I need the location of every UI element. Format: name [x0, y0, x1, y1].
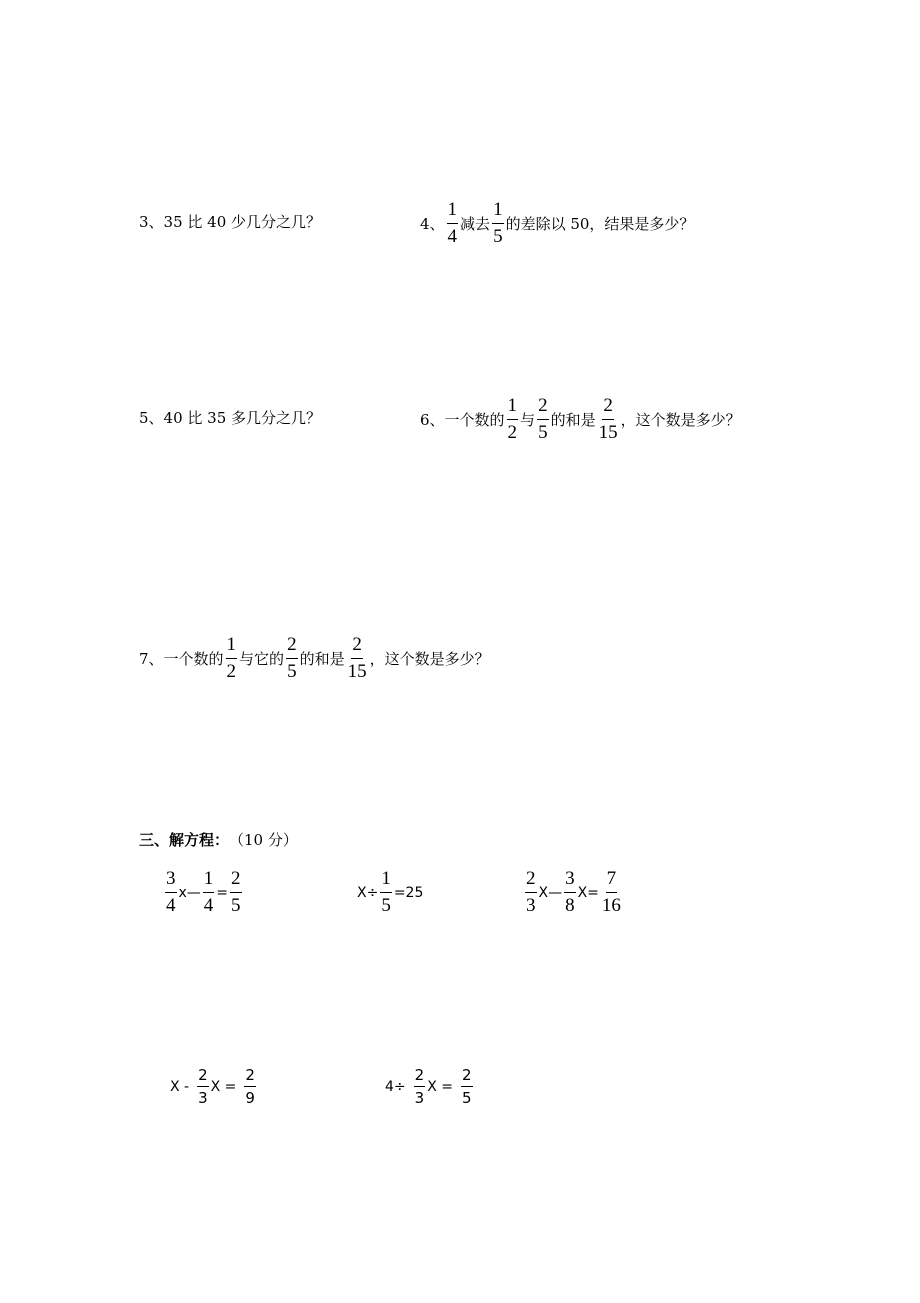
fraction: $\frac{2}{5}$: [231, 868, 241, 916]
equation-2: [357, 868, 423, 917]
fraction: $\frac{1}{4}$: [447, 199, 458, 247]
fraction: $\frac{1}{5}$: [493, 199, 503, 247]
equation-5: [385, 1066, 475, 1107]
equation-3: [523, 868, 624, 917]
problem-6-prefix: 6、一个数的: [420, 411, 505, 429]
problem-4-mid: 减去: [460, 215, 491, 233]
problem-6-mid2: 的和是: [550, 411, 596, 429]
equation-3-op2: X=: [577, 884, 599, 901]
problem-7-prefix: 7、一个数的: [139, 650, 224, 668]
fraction: $\frac{7}{16}$: [601, 868, 621, 916]
fraction: $\frac{1}{5}$: [381, 868, 391, 916]
fraction: $\frac{2}{5}$: [287, 634, 297, 682]
fraction: $\frac{3}{4}$: [166, 868, 176, 916]
problem-4-prefix: 4、: [420, 215, 445, 233]
problem-3-text: 3、35 比 40 少几分之几？: [139, 213, 322, 231]
equation-4: [170, 1066, 258, 1107]
equation-1: [163, 868, 244, 917]
equation-5-pre: 4÷: [385, 1078, 406, 1095]
problem-7-mid1: 与它的: [239, 650, 285, 668]
fraction: $\frac{3}{8}$: [565, 868, 575, 916]
equation-1-eq: =: [216, 884, 229, 901]
fraction: $\frac{1}{2}$: [226, 634, 237, 682]
problem-6-mid1: 与: [520, 411, 536, 429]
fraction: $\frac{2}{5}$: [538, 395, 548, 443]
fraction: $\frac{2}{15}$: [598, 395, 618, 443]
section-heading: [139, 829, 298, 850]
problem-5-text: 5、40 比 35 多几分之几？: [139, 409, 322, 427]
problem-6-suffix: ，这个数是多少？: [620, 411, 741, 429]
fraction: $\frac{2}{3}$: [526, 868, 536, 916]
equation-3-op1: X—: [538, 884, 563, 901]
fraction: $\frac{1}{2}$: [507, 395, 518, 443]
equation-4-pre: X -: [170, 1078, 190, 1095]
problem-5: [139, 407, 321, 428]
section-points: （10 分）: [229, 831, 298, 849]
problem-4-suffix: 的差除以 50，结果是多少？: [505, 215, 695, 233]
section-title: 三、解方程：: [139, 831, 230, 849]
equation-2-post: =25: [393, 884, 424, 901]
fraction: $\frac{2}{9}$: [245, 1066, 255, 1107]
fraction: $\frac{2}{15}$: [347, 634, 367, 682]
problem-6: [420, 395, 741, 444]
problem-7: [139, 634, 490, 683]
problem-7-suffix: ，这个数是多少？: [369, 650, 490, 668]
fraction: $\frac{2}{3}$: [414, 1066, 425, 1107]
problem-3: [139, 211, 321, 232]
equation-2-pre: X÷: [357, 884, 379, 901]
problem-4: [420, 199, 694, 248]
fraction: $\frac{2}{3}$: [198, 1066, 208, 1107]
fraction: $\frac{1}{4}$: [203, 868, 214, 916]
equation-5-op1: X =: [427, 1078, 453, 1095]
equation-1-op1: x—: [178, 884, 201, 901]
fraction: $\frac{2}{5}$: [461, 1066, 472, 1107]
problem-7-mid2: 的和是: [299, 650, 345, 668]
equation-4-op1: X =: [210, 1078, 237, 1095]
